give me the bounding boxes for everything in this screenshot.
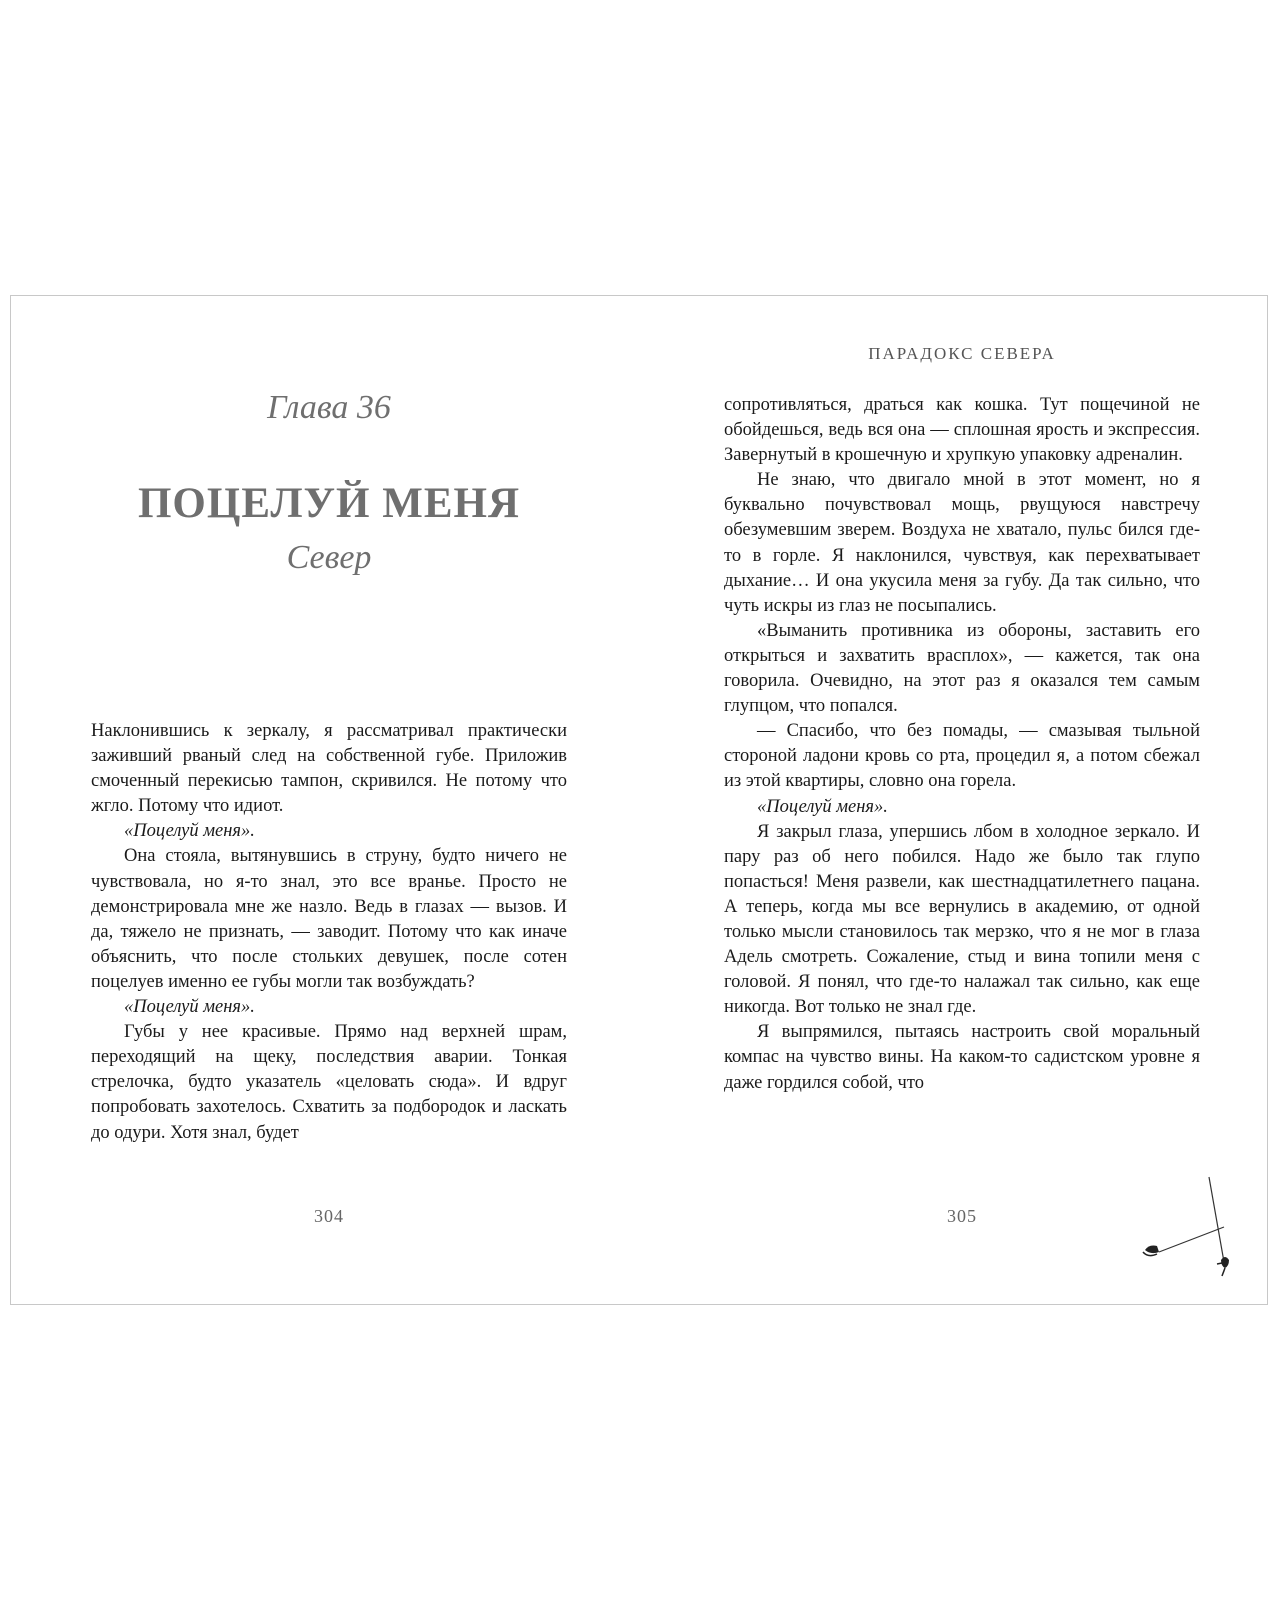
right-body-text: [724, 393, 1200, 1096]
running-head: ПАРАДОКС СЕВЕРА: [868, 344, 1056, 363]
paragraph: «Поцелуй меня».: [757, 796, 888, 817]
paragraph: Я выпрямился, пытаясь настроить свой моральный компас на чувство вины. На каком-то садистском уровне я даже гордился собой, что: [724, 1022, 1200, 1093]
chapter-subtitle: Север: [286, 539, 372, 576]
book-spread: [10, 295, 1268, 1305]
paragraph: «Выманить противника из обороны, заставить его открыться и захватить врасплох», — кажется, так она говорила. Очевидно, на этот раз я оказался тем самым глупцом, что попался.: [724, 620, 1200, 717]
paragraph: Губы у нее красивые. Прямо над верхней шрам, переходящий на щеку, последствия аварии. Тонкая стрелочка, будто указатель «целовать сюда». И вдруг попробовать захотелось. Схватить за подбородок и ласкать до одури. Хотя знал, будет: [91, 1022, 567, 1143]
chapter-number: Глава 36: [267, 389, 391, 426]
page-number-right: 305: [947, 1206, 977, 1226]
page-number-left: 304: [314, 1206, 344, 1226]
paragraph: сопротивляться, драться как кошка. Тут пощечиной не обойдешься, ведь вся она — сплошная ярость и экспрессия. Завернутый в крошечную и хрупкую упаковку адреналин.: [724, 395, 1200, 466]
right-page: [724, 296, 1200, 1304]
paragraph: «Поцелуй меня».: [124, 997, 255, 1018]
left-page: [91, 296, 567, 1304]
chapter-title: ПОЦЕЛУЙ МЕНЯ: [137, 480, 520, 527]
paragraph: Не знаю, что двигало мной в этот момент, но я буквально почувствовал мощь, рвущуюся навстречу обезумевшим зверем. Воздуха не хватало, пульс бился где-то в горле. Я наклонился, чувствуя, как перехватывает дыхание… И она укусила меня за губу. Да так сильно, что чуть искры из глаз не посыпались.: [724, 470, 1200, 616]
paragraph: — Спасибо, что без помады, — смазывая тыльной стороной ладони кровь со рта, процедил я, а потом сбежал из этой квартиры, словно она горела.: [724, 721, 1200, 792]
paragraph: Я закрыл глаза, упершись лбом в холодное зеркало. И пару раз об него побился. Надо же было так глупо попасться! Меня развели, как шестнадцатилетнего пацана. А теперь, когда мы все вернулись в академию, от одной только мысли становилось так мерзко, что я не мог в глаза Адель смотреть. Сожаление, стыд и вина топили меня с головой. Я понял, что где-то налажал так сильно, как еще никогда. Вот только не знал где.: [724, 821, 1200, 1018]
paragraph: Она стояла, вытянувшись в струну, будто ничего не чувствовала, но я-то знал, это все вранье. Просто не демонстрировала мне же назло. Ведь в глазах — вызов. И да, тяжело не признать, — заводит. Потому что как иначе объяснить, что после стольких девушек, после сотен поцелуев именно ее губы могли так возбуждать?: [91, 846, 567, 992]
left-body-text: [91, 719, 567, 1146]
paragraph: Наклонившись к зеркалу, я рассматривал практически заживший рваный след на собственной губе. Приложив смоченный перекисью тампон, скривился. Не потому что жгло. Потому что идиот.: [91, 721, 567, 817]
crossed-swords-icon: [1129, 1172, 1229, 1282]
paragraph: «Поцелуй меня».: [124, 821, 255, 842]
